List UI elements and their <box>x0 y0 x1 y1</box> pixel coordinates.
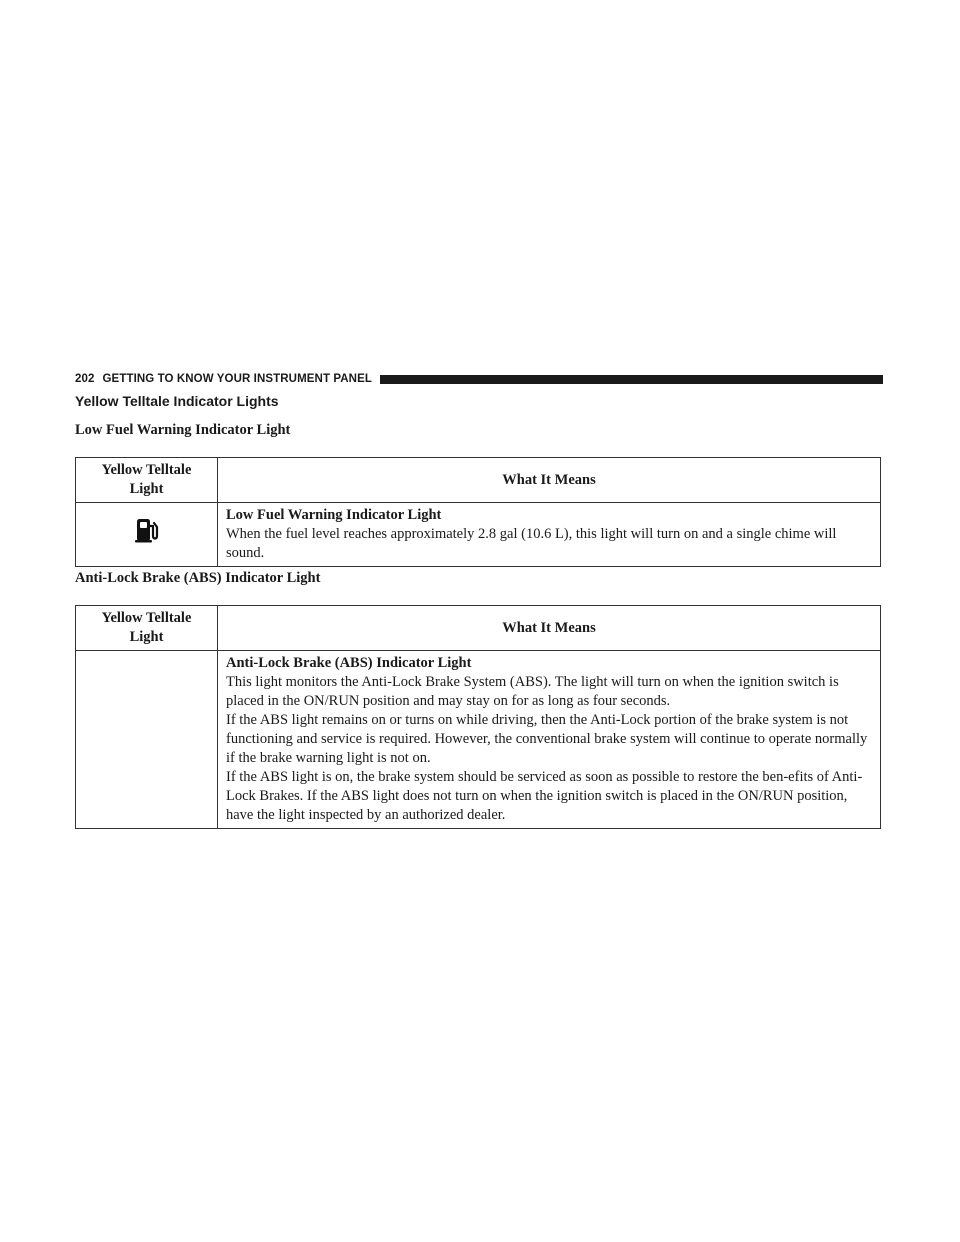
low-fuel-heading: Low Fuel Warning Indicator Light <box>75 422 291 438</box>
page-header <box>75 372 883 386</box>
abs-table <box>75 605 881 829</box>
description-paragraph: When the fuel level reaches approximately 2.8 gal (10.6 L), this light will turn on and a single chime will sound. <box>226 526 837 561</box>
page-number: 202 <box>75 373 95 385</box>
telltale-icon-cell <box>76 503 218 567</box>
table-header-telltale: Yellow Telltale Light <box>76 458 218 503</box>
abs-heading: Anti-Lock Brake (ABS) Indicator Light <box>75 570 321 586</box>
telltale-icon-cell <box>76 651 218 829</box>
section-title: Yellow Telltale Indicator Lights <box>75 393 279 409</box>
telltale-description <box>218 503 881 567</box>
description-paragraph: This light monitors the Anti-Lock Brake System (ABS). The light will turn on when the ignition switch is placed in the ON/RUN position and may stay on for as long as four seconds. <box>226 674 839 709</box>
table-header-telltale: Yellow Telltale Light <box>76 606 218 651</box>
table-header-meaning: What It Means <box>218 606 881 651</box>
fuel-pump-icon <box>132 515 162 545</box>
row-title: Anti-Lock Brake (ABS) Indicator Light <box>226 655 472 671</box>
chapter-title: GETTING TO KNOW YOUR INSTRUMENT PANEL <box>102 373 372 385</box>
description-paragraph: If the ABS light remains on or turns on while driving, then the Anti-Lock portion of the brake system is not functioning and service is required. However, the conventional brake system will continue to operate normally if the brake warning light is not on. <box>226 712 868 766</box>
low-fuel-table <box>75 457 881 567</box>
header-rule <box>380 375 883 384</box>
table-header-meaning: What It Means <box>218 458 881 503</box>
description-paragraph: If the ABS light is on, the brake system should be serviced as soon as possible to restore the ben-efits of Anti-Lock Brakes. If the ABS light does not turn on when the ignition switch is placed in the ON/RUN position, have the light inspected by an authorized dealer. <box>226 769 863 823</box>
row-title: Low Fuel Warning Indicator Light <box>226 507 442 523</box>
telltale-description <box>218 651 881 829</box>
